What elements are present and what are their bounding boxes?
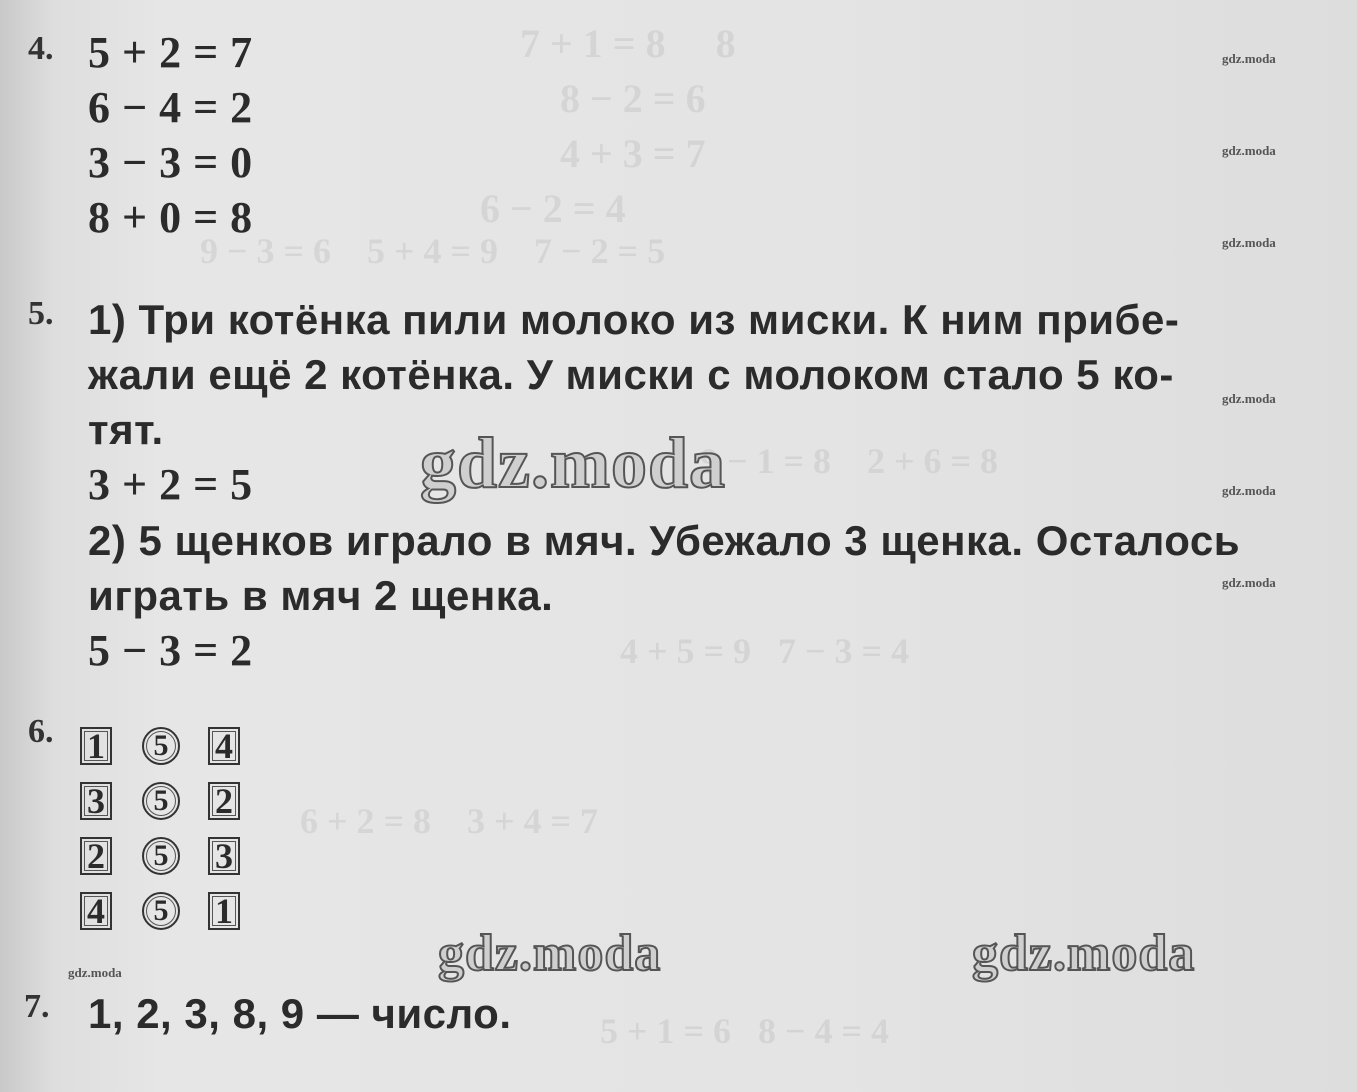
watermark-large: gdz.moda — [420, 423, 727, 503]
bleed-through-text: 9 − 1 = 8 2 + 6 = 8 — [700, 441, 999, 481]
boxed-number: 1 — [208, 892, 240, 930]
bleed-through-text: 6 + 2 = 8 3 + 4 = 7 — [300, 801, 599, 841]
circled-number: 5 — [142, 782, 180, 820]
boxed-number: 3 — [208, 837, 240, 875]
boxed-number: 2 — [80, 837, 112, 875]
bleed-through-text: 6 − 2 = 4 — [480, 186, 626, 231]
bleed-through-text: 5 + 1 = 6 8 − 4 = 4 — [600, 1011, 890, 1051]
task-6-row — [80, 777, 240, 825]
task-5-text-line: 1) Три котёнка пили молоко из миски. К ним прибе- — [88, 296, 1180, 343]
task-6-row — [80, 722, 240, 770]
watermark-small: gdz.moda — [1222, 575, 1276, 590]
task-4-number: 4. — [28, 30, 54, 67]
watermark-small: gdz.moda — [68, 965, 122, 980]
task-4-equation: 8 + 0 = 8 — [88, 193, 253, 242]
watermark-small: gdz.moda — [1222, 391, 1276, 406]
bleed-through-text: 9 − 3 = 6 5 + 4 = 9 7 − 2 = 5 — [200, 231, 666, 271]
watermark-large: gdz.moda — [972, 925, 1196, 982]
watermark-small: gdz.moda — [1222, 235, 1276, 250]
watermark-large: gdz.moda — [438, 925, 662, 982]
task-5-text-line: жали ещё 2 котёнка. У миски с молоком стало 5 ко- — [88, 351, 1174, 398]
task-5-equation: 5 − 3 = 2 — [88, 626, 253, 675]
task-5-text-line: тят. — [88, 406, 164, 453]
task-5-equation: 3 + 2 = 5 — [88, 460, 253, 509]
boxed-number: 4 — [80, 892, 112, 930]
task-6-row — [80, 887, 240, 935]
task-7-number: 7. — [24, 988, 50, 1025]
boxed-number: 3 — [80, 782, 112, 820]
bleed-through-text: 8 − 2 = 6 — [560, 76, 706, 121]
bleed-through-text: 7 + 1 = 8 8 — [520, 21, 736, 66]
task-4-equation: 3 − 3 = 0 — [88, 138, 253, 187]
task-4-equation: 6 − 4 = 2 — [88, 83, 253, 132]
circled-number: 5 — [142, 892, 180, 930]
bleed-through-text: 4 + 5 = 9 7 − 3 = 4 — [620, 631, 910, 671]
task-7-text: 1, 2, 3, 8, 9 — число. — [88, 990, 512, 1037]
circled-number: 5 — [142, 837, 180, 875]
watermark-small: gdz.moda — [1222, 483, 1276, 498]
boxed-number: 4 — [208, 727, 240, 765]
task-5-text-line: играть в мяч 2 щенка. — [88, 572, 554, 619]
bleed-through-text: 4 + 3 = 7 — [560, 131, 706, 176]
task-5-text-line: 2) 5 щенков играло в мяч. Убежало 3 щенка. Осталось — [88, 517, 1241, 564]
task-5-number: 5. — [28, 295, 54, 332]
watermark-small: gdz.moda — [1222, 51, 1276, 66]
task-6-row — [80, 832, 240, 880]
circled-number: 5 — [142, 727, 180, 765]
watermark-small: gdz.moda — [1222, 143, 1276, 158]
boxed-number: 2 — [208, 782, 240, 820]
task-6-number: 6. — [28, 713, 54, 750]
task-4-equation: 5 + 2 = 7 — [88, 28, 253, 77]
boxed-number: 1 — [80, 727, 112, 765]
